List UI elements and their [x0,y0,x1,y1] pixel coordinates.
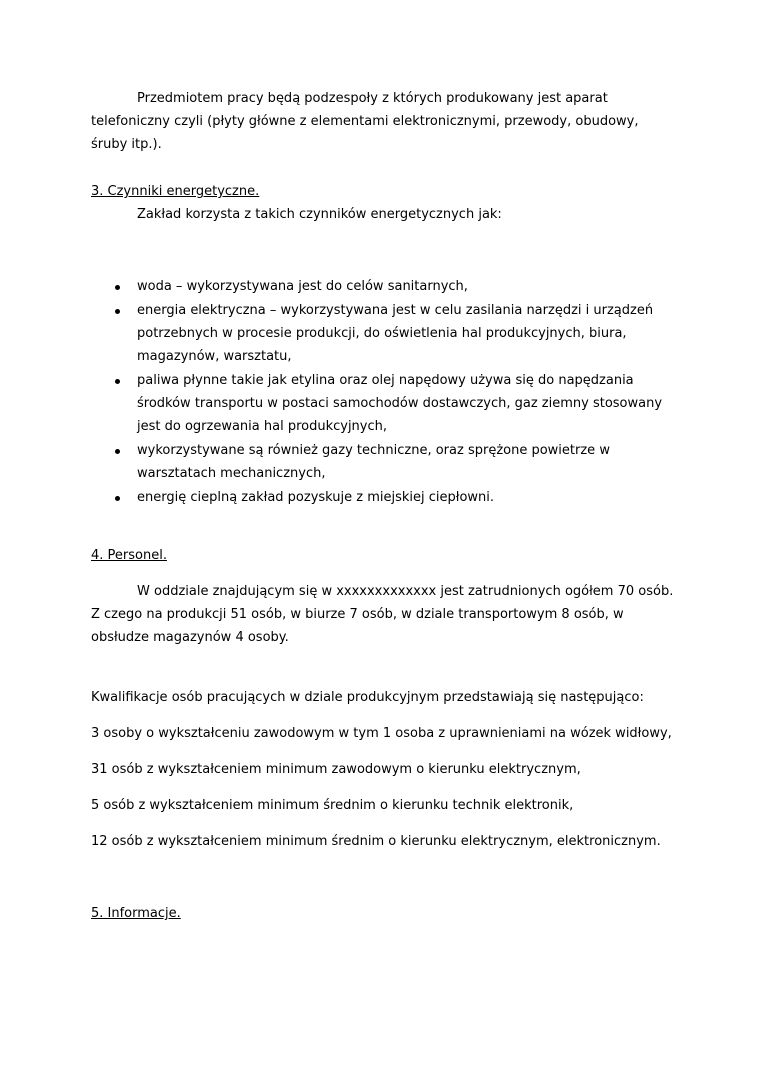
section-3-heading: 3. Czynniki energetyczne. [91,184,260,199]
bullet-icon [115,285,120,290]
bullet-icon [115,496,120,501]
intro-line-1: Przedmiotem pracy będą podzespoły z których produkowany jest aparat [137,91,608,106]
section-5-heading: 5. Informacje. [91,906,181,921]
bullet-icon [115,309,120,314]
personnel-line-3: obsłudze magazynów 4 osoby. [91,630,289,645]
bullet-icon [115,449,120,454]
list-item-electricity-line-2: potrzebnych w procesie produkcji, do oświetlenia hal produkcyjnych, biura, [137,326,627,341]
list-item-heat: energię cieplną zakład pozyskuje z miejskiej ciepłowni. [137,490,495,505]
list-item-gas-line-2: warsztatach mechanicznych, [137,466,326,481]
list-item-electricity-line-1: energia elektryczna – wykorzystywana jest w celu zasilania narzędzi i urządzeń [137,303,654,318]
qualification-item: 12 osób z wykształceniem minimum średnim o kierunku elektrycznym, elektronicznym. [91,834,661,849]
qualification-item: 31 osób z wykształceniem minimum zawodowym o kierunku elektrycznym, [91,762,581,777]
list-item-gas-line-1: wykorzystywane są również gazy techniczne, oraz sprężone powietrze w [137,443,610,458]
list-item-fuel-line-3: jest do ogrzewania hal produkcyjnych, [137,419,388,434]
list-item-water: woda – wykorzystywana jest do celów sanitarnych, [137,279,468,294]
list-item-fuel-line-1: paliwa płynne takie jak etylina oraz olej napędowy używa się do napędzania [137,373,634,388]
list-item-electricity-line-3: magazynów, warsztatu, [137,349,292,364]
qualification-item: 3 osoby o wykształceniu zawodowym w tym 1 osoba z uprawnieniami na wózek widłowy, [91,726,672,741]
intro-line-3: śruby itp.). [91,137,162,152]
bullet-icon [115,379,120,384]
list-item-fuel-line-2: środków transportu w postaci samochodów dostawczych, gaz ziemny stosowany [137,396,663,411]
section-3-lead: Zakład korzysta z takich czynników energetycznych jak: [137,207,502,222]
section-4-heading: 4. Personel. [91,548,167,563]
personnel-line-2: Z czego na produkcji 51 osób, w biurze 7 osób, w dziale transportowym 8 osób, w [91,607,624,622]
qualification-item: 5 osób z wykształceniem minimum średnim o kierunku technik elektronik, [91,798,574,813]
qualifications-intro: Kwalifikacje osób pracujących w dziale produkcyjnym przedstawiają się następująco: [91,690,644,705]
personnel-line-1: W oddziale znajdującym się w xxxxxxxxxxxxx jest zatrudnionych ogółem 70 osób. [137,584,674,599]
intro-line-2: telefoniczny czyli (płyty główne z elementami elektronicznymi, przewody, obudowy, [91,114,639,129]
